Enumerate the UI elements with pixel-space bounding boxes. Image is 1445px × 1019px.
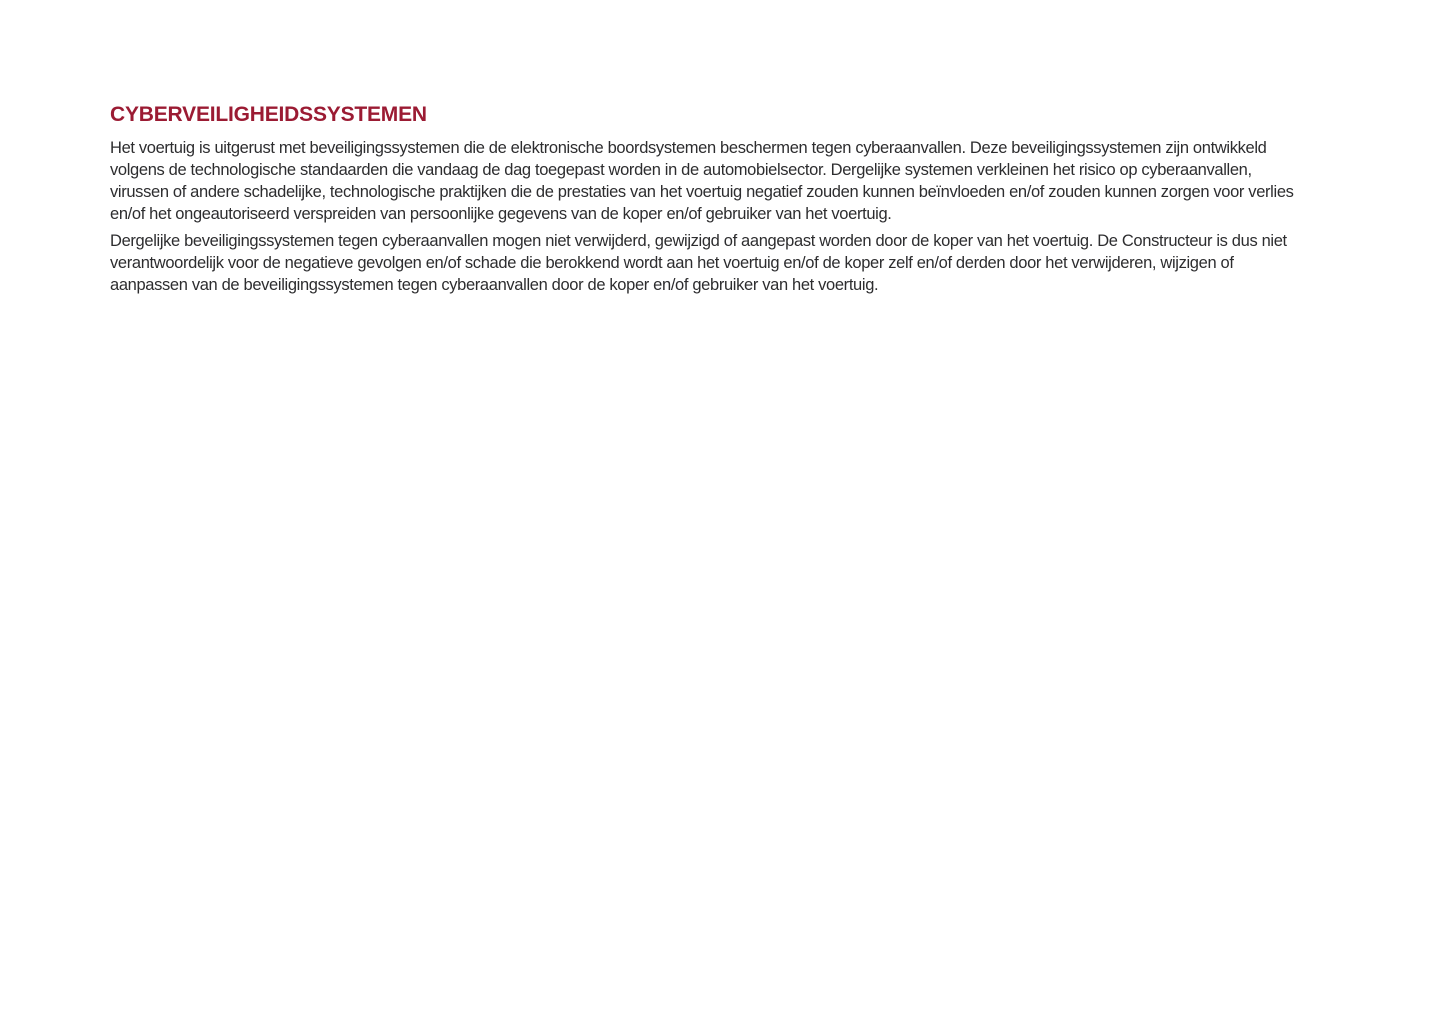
body-paragraph: Dergelijke beveiligingssystemen tegen cyberaanvallen mogen niet verwijderd, gewijzigd of aangepast worden door de koper van het voertuig. De Constructeur is dus niet verantwoordelijk voor de negatieve gevolgen en/of schade die berokkend wordt aan het voertuig en/of de koper zelf en/of derden door het verwijderen, wijzigen of aanpassen van de beveiligingssystemen tegen cyberaanvallen door de koper en/of gebruiker van het voertuig. bbox=[110, 232, 1287, 294]
body-paragraph: Het voertuig is uitgerust met beveiligingssystemen die de elektronische boordsystemen beschermen tegen cyberaanvallen. Deze beveiligingssystemen zijn ontwikkeld volgens de technologische standaarden die vandaag de dag toegepast worden in de automobielsector. Dergelijke systemen verkleinen het risico op cyberaanvallen, virussen of andere schadelijke, technologische praktijken die de prestaties van het voertuig negatief zouden kunnen beïnvloeden en/of zouden kunnen zorgen voor verlies en/of het ongeautoriseerd verspreiden van persoonlijke gegevens van de koper en/of gebruiker van het voertuig. bbox=[110, 139, 1294, 223]
manual-page bbox=[110, 103, 1302, 301]
section-heading: CYBERVEILIGHEIDSSYSTEMEN bbox=[110, 103, 427, 126]
